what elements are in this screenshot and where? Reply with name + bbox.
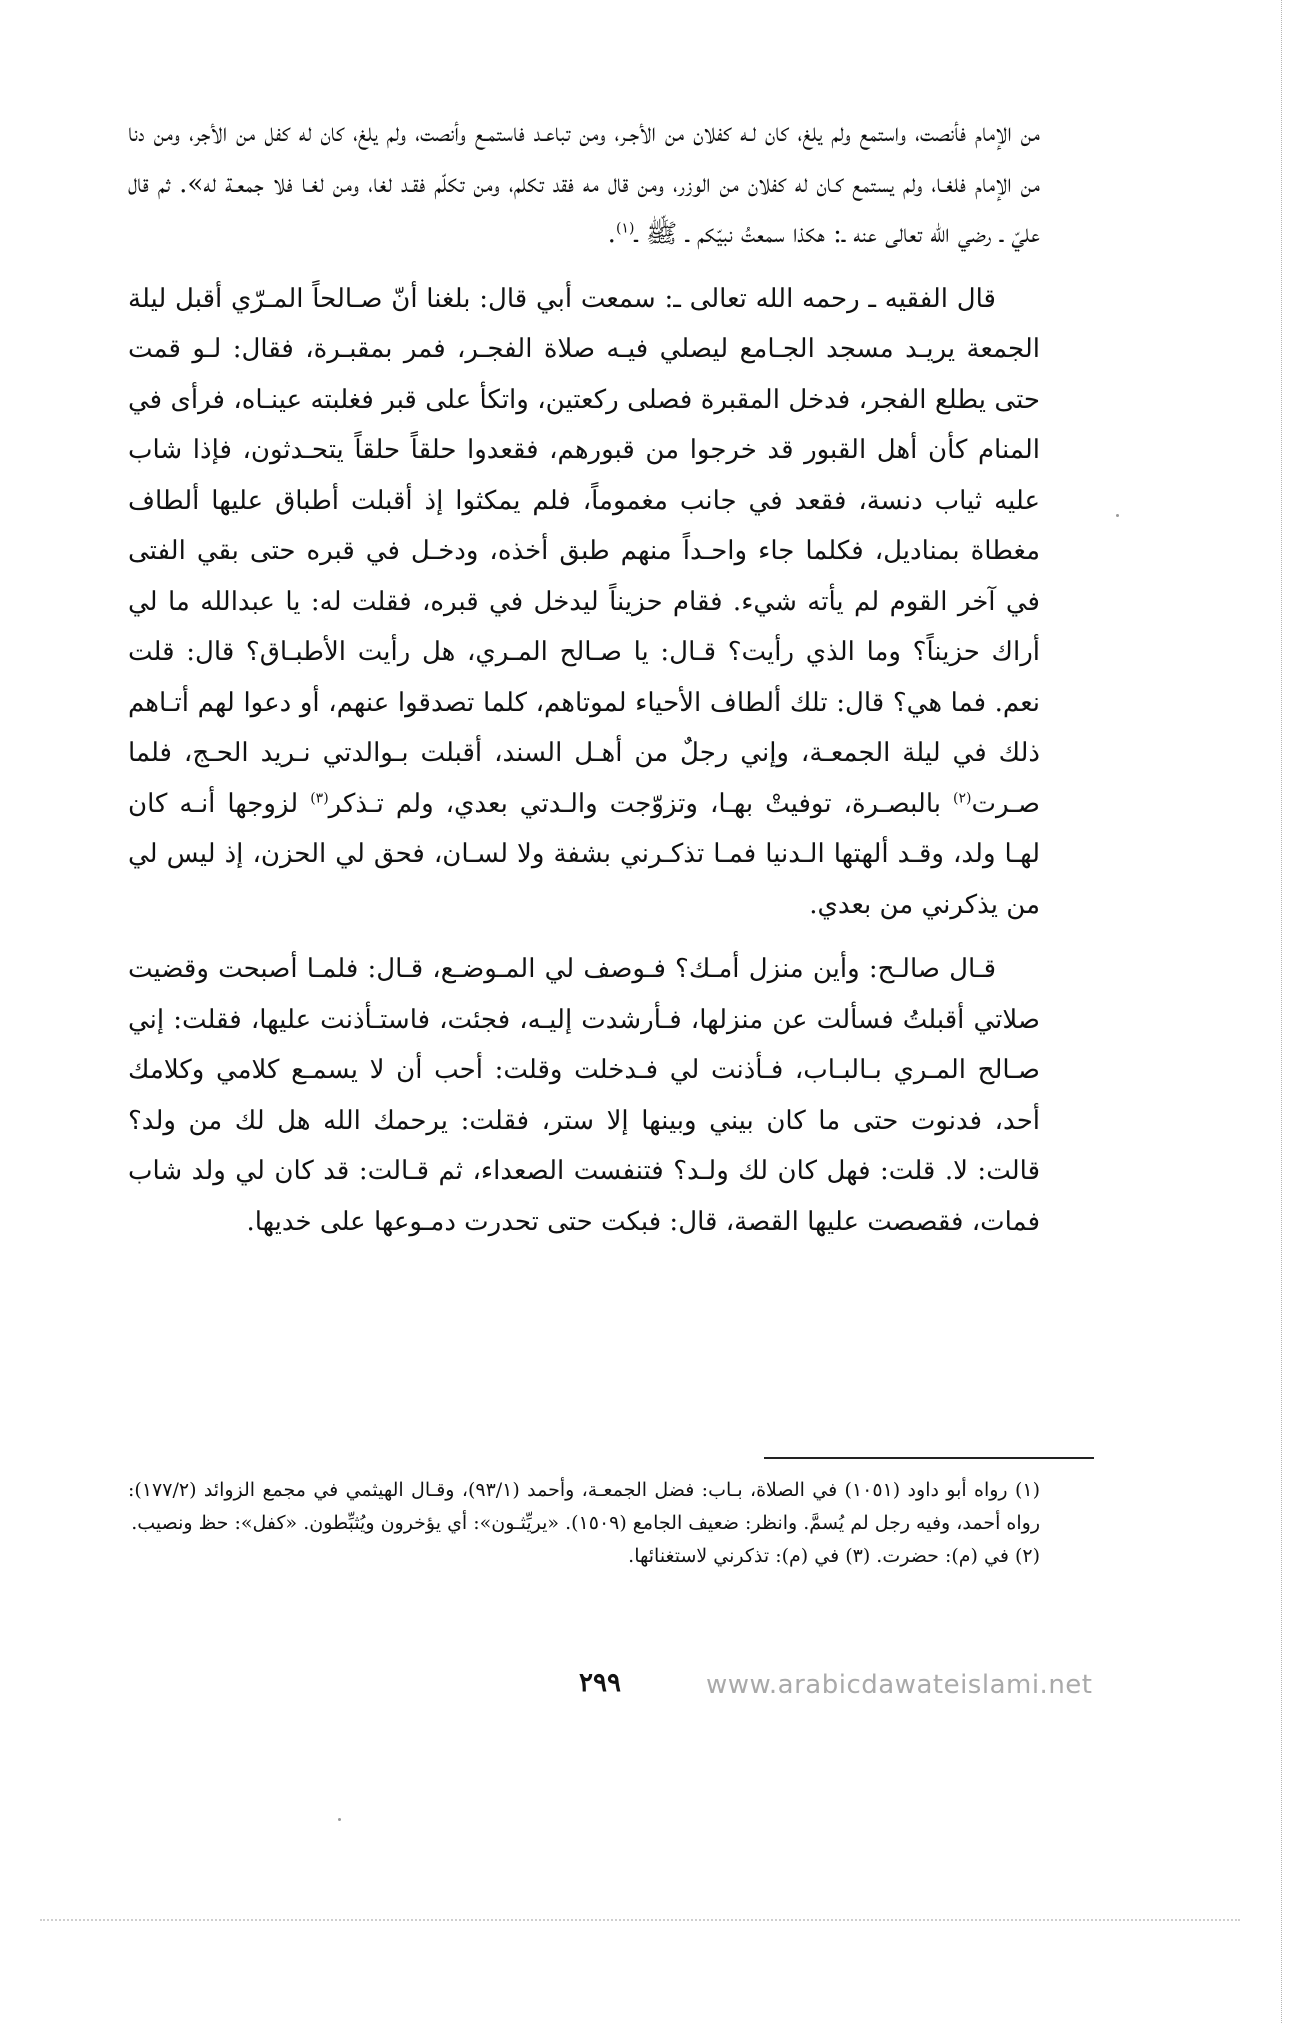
paragraph-2-text-b: بالبصـرة، توفيتْ بهـا، وتزوّجت والـدتي بعدي، ولم تـذكر bbox=[328, 788, 953, 819]
paragraph-1-text: من الإمام فأنصت، واستمع ولم يلغ، كان لـه كفلان من الأجـر، ومن تباعـد فاستمـع وأنصت، ولم يلغ، كان له كفل من الأجر، ومن دنا من الإمام فلغـا، ولم يستمع كـان له كفلان من الوزر، ومن قال مه فقد تكلم، ومن تكلّم فقـد لغا، ومن لغـا فلا جمعـة له». ثم قال عليّ ـ رضي الله تعالى عنه ـ: هكذا سمعتُ نبيّكم ـ ﷺ ـ bbox=[128, 118, 1040, 249]
paragraph-1-tail: . bbox=[607, 219, 616, 249]
paragraph-3 bbox=[128, 944, 1040, 1247]
footnote-ref-1: (١) bbox=[615, 220, 635, 237]
paragraph-2 bbox=[128, 274, 1040, 931]
footnote-separator bbox=[764, 1457, 1094, 1459]
paragraph-1 bbox=[128, 108, 1040, 260]
page-number: ٢٩٩ bbox=[579, 1668, 621, 1698]
scan-bottom-edge bbox=[40, 1919, 1240, 1921]
paragraph-2-text-c: لزوجها أنـه كان لهـا ولد، وقـد ألهتها الـدنيا فمـا تذكـرني بشفة ولا لسـان، فحق لي الحزن، إذ ليس لي من يذكرني من بعدي. bbox=[128, 788, 1040, 920]
scan-speck bbox=[338, 1818, 341, 1821]
footnote-ref-2: (٢) bbox=[953, 789, 972, 806]
paragraph-3-text: قـال صالـح: وأين منزل أمـك؟ فـوصف لي المـوضـع، قـال: فلمـا أصبحت وقضيت صلاتي أقبلتُ فسألت عن منزلها، فـأرشدت إليـه، فجئت، فاستـأذنت عليها، فقلت: إني صـالح المـري بـالبـاب، فـأذنت لي فـدخلت وقلت: أحب أن لا يسمـع كلامي وكلامك أحد، فدنوت حتى ما كان بيني وبينها إلا ستر، فقلت: يرحمك الله هل لك من ولد؟ قالت: لا. قلت: فهل كان لك ولـد؟ فتنفست الصعداء، ثم قـالت: قد كان لي ولد شاب فمات، فقصصت عليها القصة، قال: فبكت حتى تحدرت دمـوعها على خديها. bbox=[128, 954, 1040, 1237]
footnotes bbox=[128, 1474, 1040, 1573]
footnote-ref-3: (٣) bbox=[310, 789, 329, 806]
paragraph-2-text: قال الفقيه ـ رحمه الله تعالى ـ: سمعت أبي قال: بلغنا أنّ صـالحاً المـرّي أقبل ليلة الجمعة يريـد مسجد الجـامع ليصلي فيـه صلاة الفجـر، فمر بمقبـرة، فقال: لـو قمت حتى يطلع الفجر، فدخل المقبرة فصلى ركعتين، واتكأ على قبر فغلبته عينـاه، فرأى في المنام كأن أهل القبور قد خرجوا من قبورهم، فقعدوا حلقاً حلقاً يتحـدثون، فإذا شاب عليه ثياب دنسة، فقعد في جانب مغموماً، فلم يمكثوا إذ أقبلت أطباق عليها ألطاف مغطاة بمناديل، فكلما جاء واحـداً منهم طبق أخذه، ودخـل في قبره حتى بقي الفتى في آخر القوم لم يأته شيء. فقام حزيناً ليدخل في قبره، فقلت له: يا عبدالله ما لي أراك حزيناً؟ وما الذي رأيت؟ قـال: يا صـالح المـري، هل رأيت الأطبـاق؟ قال: قلت نعم. فما هي؟ قال: تلك ألطاف الأحياء لموتاهم، كلما تصدقوا عنهم، أو دعوا لهم أتـاهم ذلك في ليلة الجمعـة، وإني رجلٌ من أهـل السند، أقبلت بـوالدتي نـريد الحـج، فلما صـرت bbox=[128, 283, 1040, 819]
footnote-2-3: (٢) في (م): حضرت. (٣) في (م): تذكرني لاستغنائها. bbox=[628, 1545, 1040, 1567]
scan-edge-line bbox=[1280, 0, 1282, 2023]
main-text bbox=[128, 108, 1040, 1261]
scan-speck bbox=[1116, 514, 1119, 517]
footnote-1: (١) رواه أبو داود (١٠٥١) في الصلاة، بـاب: فضل الجمعـة، وأحمد (٩٣/١)، وقـال الهيثمي في مجمع الزوائد (١٧٧/٢): رواه أحمد، وفيه رجل لم يُسمَّ. وانظر: ضعيف الجامع (١٥٠٩). «يريِّثـون»: أي يؤخرون ويُثبِّطون. «كفل»: حظ ونصيب. bbox=[128, 1479, 1040, 1534]
watermark-url: www.arabicdawateislami.net bbox=[706, 1670, 1093, 1700]
